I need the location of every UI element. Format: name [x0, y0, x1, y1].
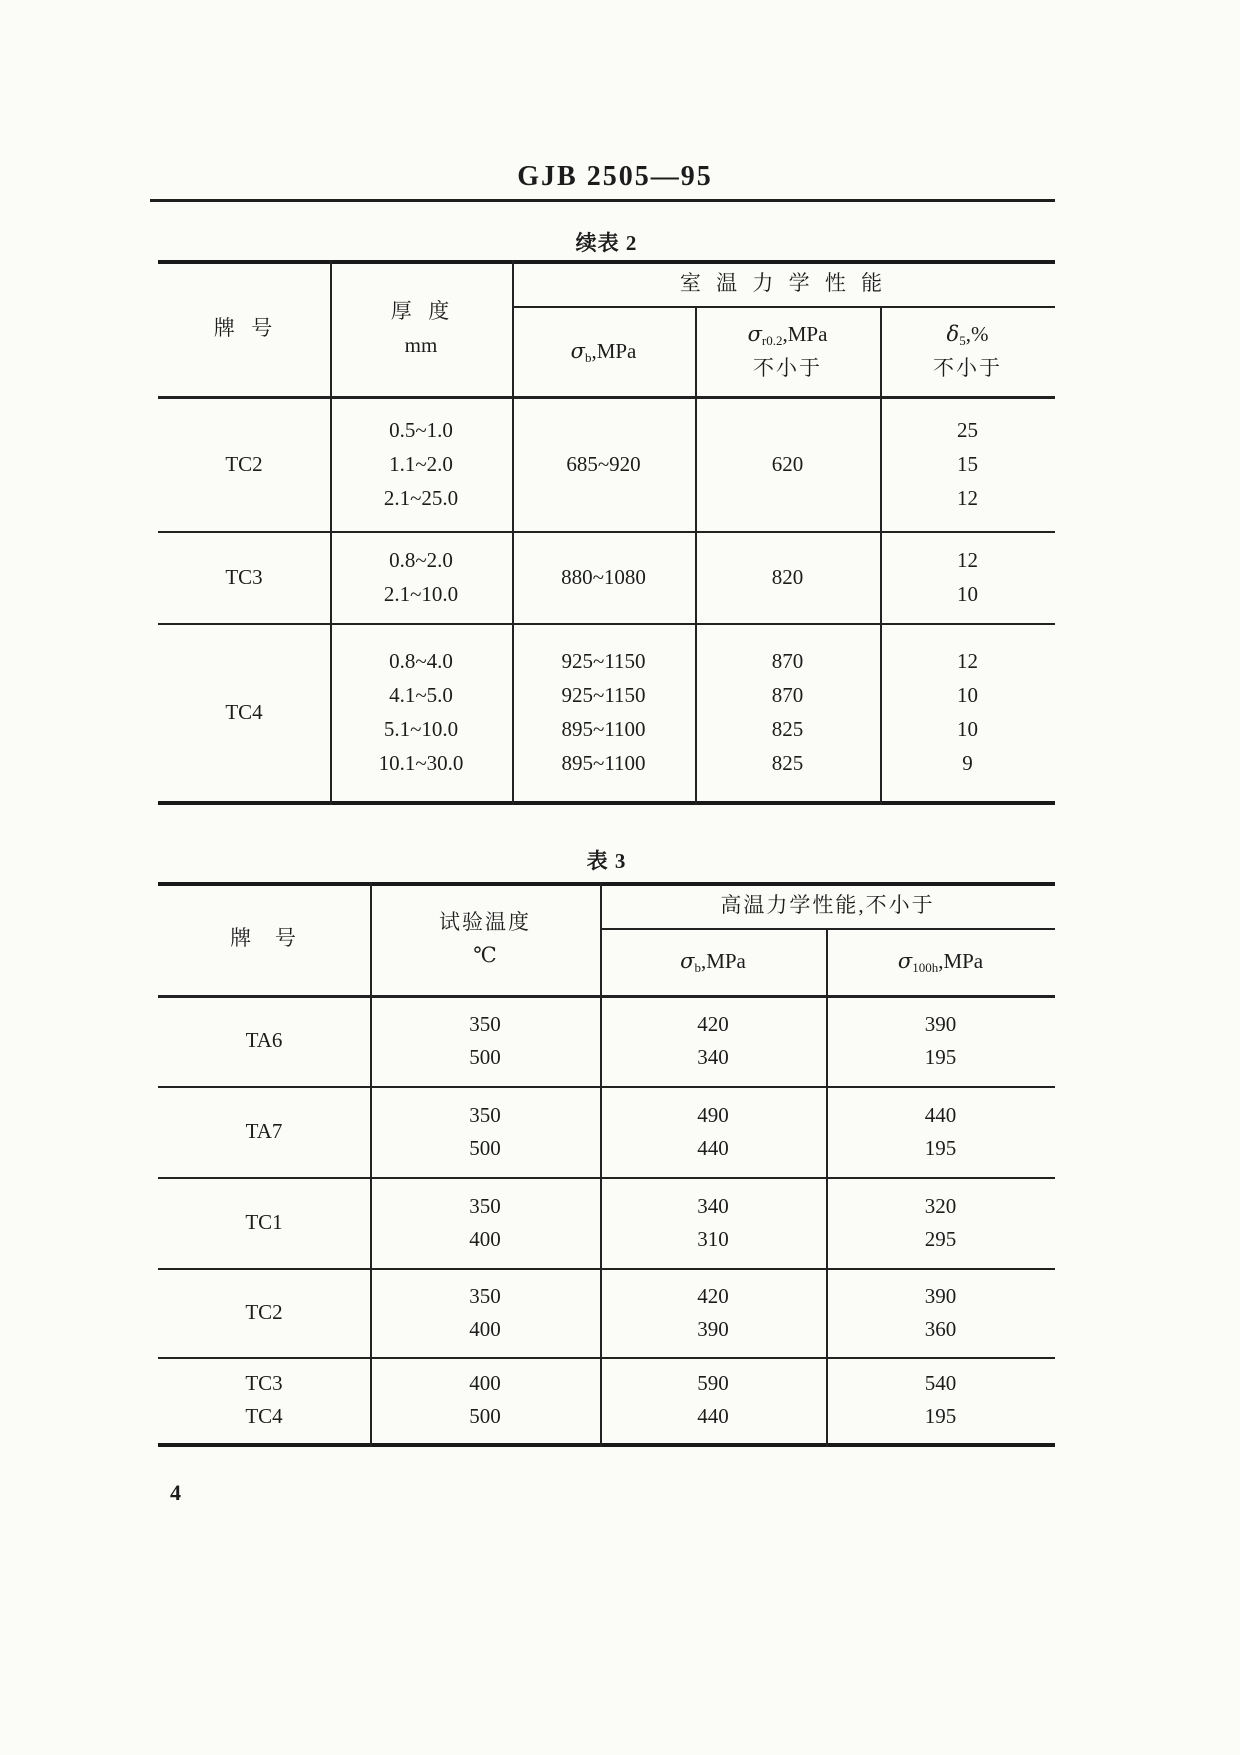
- t3-r1-grade: [158, 1086, 370, 1177]
- thickness-value: 10.1~30.0: [378, 751, 464, 775]
- t2-r2-sigma-r02: [695, 623, 880, 801]
- t3-r0-grade: [158, 995, 370, 1086]
- sigma-unit: ,MPa: [591, 339, 637, 363]
- t2-header-thickness: [330, 260, 512, 396]
- sigma-subscript: b: [694, 960, 701, 975]
- t2-header-delta5-formula: [947, 317, 989, 351]
- t2-header-group: [512, 260, 1055, 306]
- t3-r3-sigma-100h: [826, 1268, 1055, 1357]
- sigma-r02-value: 870: [771, 649, 804, 673]
- t2-r2-thickness: [330, 623, 512, 801]
- t2-header-sigma-r02-note: 不小于: [753, 356, 822, 380]
- t2-header-grade-label: 牌 号: [213, 316, 275, 340]
- t3-r2-grade: [158, 1177, 370, 1268]
- sigma-100h-value: 195: [924, 1044, 957, 1069]
- t2-header-sigma-b-formula: [571, 334, 637, 368]
- delta5-value: 25: [957, 417, 978, 442]
- t3-r2-sigma-100h: [826, 1177, 1055, 1268]
- t3-bottom-border: [158, 1443, 1055, 1447]
- sigma-symbol: σ: [897, 949, 913, 973]
- t2-bottom-border: [158, 801, 1055, 805]
- thickness-value: 0.5~1.0: [389, 417, 453, 442]
- t2-r0-delta5: [880, 396, 1055, 531]
- temp-value: 350: [469, 1102, 501, 1127]
- grade-value: TA6: [245, 1028, 283, 1052]
- t2-r1-grade: [158, 531, 330, 623]
- table3-high-temp-properties: [158, 882, 1055, 1447]
- sigma-symbol: σ: [680, 949, 695, 973]
- t2-header-group-label: 室 温 力 学 性 能: [679, 271, 888, 295]
- delta5-value: 15: [957, 451, 978, 476]
- sigma-b-value: 440: [697, 1404, 729, 1428]
- sigma-unit: ,MPa: [700, 949, 746, 973]
- grade-value: TC2: [245, 1300, 283, 1324]
- t2-header-sigma-r02: [695, 306, 880, 396]
- sigma-b-value: 490: [697, 1102, 729, 1127]
- t2-header-thickness-label: 厚 度: [390, 299, 452, 323]
- table2-caption: 续表 2: [575, 231, 638, 255]
- temp-value: 350: [469, 1283, 501, 1308]
- sigma-b-value: 895~1100: [561, 751, 646, 775]
- temp-value: 350: [469, 1193, 501, 1218]
- t3-r3-sigma-b: [600, 1268, 826, 1357]
- t2-r2-grade: [158, 623, 330, 801]
- sigma-100h-value: 295: [924, 1226, 957, 1251]
- sigma-b-value: 420: [697, 1011, 729, 1036]
- sigma-b-value: 310: [697, 1226, 729, 1251]
- t3-header-sigma-b-formula: [680, 945, 746, 978]
- sigma-b-value: 925~1150: [561, 649, 646, 673]
- t2-r1-sigma-b: [512, 531, 695, 623]
- t3-header-sigma-100h-formula: [898, 945, 983, 978]
- delta5-value: 9: [962, 751, 973, 775]
- temp-value: 500: [469, 1404, 501, 1428]
- thickness-value: 4.1~5.0: [389, 683, 453, 707]
- t2-r2-delta5: [880, 623, 1055, 801]
- sigma-subscript: 100h: [912, 960, 939, 975]
- delta5-value: 12: [957, 649, 978, 673]
- temp-value: 500: [469, 1044, 501, 1069]
- sigma-r02-value: 620: [771, 451, 804, 476]
- t3-r0-sigma-100h: [826, 995, 1055, 1086]
- t2-r1-delta5: [880, 531, 1055, 623]
- delta5-value: 12: [957, 485, 978, 510]
- grade-value: TC1: [245, 1210, 283, 1234]
- sigma-b-value: 340: [697, 1193, 729, 1218]
- temp-value: 400: [469, 1316, 501, 1341]
- t3-header-group-label: 高温力学性能,不小于: [720, 892, 935, 917]
- delta-symbol: δ: [946, 322, 960, 346]
- t2-r0-thickness: [330, 396, 512, 531]
- t2-header-delta5: [880, 306, 1055, 396]
- sigma-subscript: b: [584, 350, 592, 365]
- sigma-unit: ,MPa: [782, 322, 828, 346]
- sigma-100h-value: 440: [924, 1102, 957, 1127]
- grade-value: TC3: [225, 565, 263, 589]
- t3-r1-sigma-100h: [826, 1086, 1055, 1177]
- sigma-b-value: 590: [697, 1371, 729, 1395]
- t3-header-grade: [158, 882, 370, 995]
- t2-header-grade: [158, 260, 330, 396]
- delta5-value: 10: [957, 582, 978, 606]
- sigma-b-value: 440: [697, 1135, 729, 1160]
- sigma-r02-value: 825: [771, 751, 804, 775]
- table3-caption: 表 3: [586, 849, 627, 873]
- table2-room-temp-properties: [158, 260, 1055, 805]
- sigma-r02-value: 825: [771, 717, 804, 741]
- t3-r0-sigma-b: [600, 995, 826, 1086]
- t3-header-group: [600, 882, 1055, 928]
- sigma-100h-value: 195: [924, 1135, 957, 1160]
- grade-value: TC4: [245, 1404, 283, 1428]
- t3-r4-grade: [158, 1357, 370, 1443]
- t3-r0-temp: [370, 995, 600, 1086]
- grade-value: TC3: [245, 1371, 283, 1395]
- t3-header-temp-label: 试验温度: [439, 909, 531, 934]
- sigma-unit: ,MPa: [938, 949, 984, 973]
- thickness-value: 5.1~10.0: [383, 717, 459, 741]
- t3-header-grade-label: 牌 号: [230, 926, 298, 950]
- t3-r3-temp: [370, 1268, 600, 1357]
- temp-value: 400: [469, 1371, 501, 1395]
- sigma-b-value: 685~920: [566, 451, 641, 476]
- sigma-100h-value: 195: [924, 1404, 957, 1428]
- sigma-b-value: 340: [697, 1044, 729, 1069]
- t3-header-sigma-b: [600, 928, 826, 995]
- sigma-b-value: 895~1100: [561, 717, 646, 741]
- t3-r4-sigma-b: [600, 1357, 826, 1443]
- delta5-value: 12: [957, 548, 978, 572]
- thickness-value: 0.8~4.0: [389, 649, 453, 673]
- sigma-b-value: 925~1150: [561, 683, 646, 707]
- thickness-value: 0.8~2.0: [389, 548, 453, 572]
- sigma-100h-value: 360: [924, 1316, 957, 1341]
- delta-subscript: 5: [959, 333, 966, 348]
- thickness-value: 2.1~10.0: [383, 582, 459, 606]
- temp-value: 350: [469, 1011, 501, 1036]
- t2-header-sigma-r02-formula: [748, 317, 828, 351]
- temp-value: 400: [469, 1226, 501, 1251]
- sigma-100h-value: 390: [924, 1011, 957, 1036]
- t2-header-thickness-unit: mm: [404, 333, 438, 357]
- delta-unit: ,%: [965, 322, 989, 346]
- page-number: 4: [170, 1480, 181, 1505]
- t3-r1-sigma-b: [600, 1086, 826, 1177]
- t2-r2-sigma-b: [512, 623, 695, 801]
- t2-r1-sigma-r02: [695, 531, 880, 623]
- t2-header-delta5-note: 不小于: [933, 356, 1002, 380]
- t3-r4-sigma-100h: [826, 1357, 1055, 1443]
- sigma-b-value: 420: [697, 1283, 729, 1308]
- t3-r2-temp: [370, 1177, 600, 1268]
- t2-r0-sigma-b: [512, 396, 695, 531]
- t3-header-temp: [370, 882, 600, 995]
- t3-r1-temp: [370, 1086, 600, 1177]
- sigma-100h-value: 320: [924, 1193, 957, 1218]
- t2-header-sigma-b: [512, 306, 695, 396]
- delta5-value: 10: [957, 717, 978, 741]
- sigma-b-value: 390: [697, 1316, 729, 1341]
- grade-value: TC4: [225, 700, 263, 724]
- thickness-value: 2.1~25.0: [383, 485, 459, 510]
- thickness-value: 1.1~2.0: [389, 451, 453, 476]
- delta5-value: 10: [957, 683, 978, 707]
- t2-r1-thickness: [330, 531, 512, 623]
- t3-r3-grade: [158, 1268, 370, 1357]
- sigma-b-value: 880~1080: [561, 565, 646, 589]
- sigma-subscript: r0.2: [761, 333, 783, 348]
- sigma-symbol: σ: [570, 339, 585, 363]
- grade-value: TA7: [245, 1119, 283, 1143]
- t3-r2-sigma-b: [600, 1177, 826, 1268]
- t2-r0-sigma-r02: [695, 396, 880, 531]
- t3-r4-temp: [370, 1357, 600, 1443]
- t3-header-temp-unit: ℃: [473, 942, 497, 967]
- sigma-r02-value: 870: [771, 683, 804, 707]
- t3-header-sigma-100h: [826, 928, 1055, 995]
- sigma-r02-value: 820: [771, 565, 804, 589]
- t2-r0-grade: [158, 396, 330, 531]
- sigma-100h-value: 540: [924, 1371, 957, 1395]
- sigma-symbol: σ: [747, 322, 762, 346]
- header-rule: [150, 199, 1055, 202]
- temp-value: 500: [469, 1135, 501, 1160]
- grade-value: TC2: [225, 451, 263, 476]
- sigma-100h-value: 390: [924, 1283, 957, 1308]
- standard-number: GJB 2505—95: [517, 161, 713, 192]
